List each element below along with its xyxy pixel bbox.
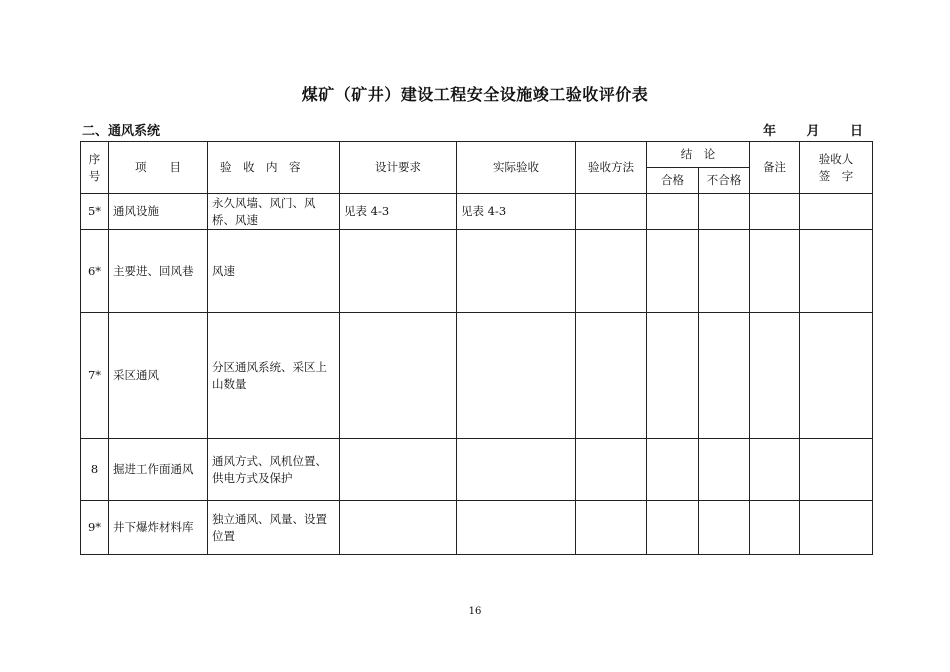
row-method[interactable]	[576, 230, 647, 313]
header-conclusion: 结 论	[647, 142, 750, 168]
row-content: 分区通风系统、采区上山数量	[208, 313, 340, 439]
page-number: 16	[468, 606, 482, 617]
table-row	[81, 230, 873, 313]
table-row	[81, 194, 873, 230]
row-actual[interactable]	[457, 313, 576, 439]
row-actual[interactable]	[457, 501, 576, 555]
row-method[interactable]	[576, 194, 647, 230]
header-fail: 不合格	[699, 168, 750, 194]
header-method: 验收方法	[576, 142, 647, 194]
row-design[interactable]: 见表 4-3	[340, 194, 457, 230]
row-signer[interactable]	[800, 313, 873, 439]
row-item: 井下爆炸材料库	[109, 501, 208, 555]
row-fail[interactable]	[699, 439, 750, 501]
row-remark[interactable]	[750, 439, 800, 501]
table-row	[81, 313, 873, 439]
row-content: 独立通风、风量、设置位置	[208, 501, 340, 555]
row-fail[interactable]	[699, 194, 750, 230]
header-signer-line2: 签 字	[818, 168, 854, 183]
acceptance-table	[80, 141, 873, 555]
table-body	[81, 194, 873, 555]
row-fail[interactable]	[699, 230, 750, 313]
row-remark[interactable]	[750, 313, 800, 439]
row-method[interactable]	[576, 501, 647, 555]
header-seq-line1: 序	[88, 151, 101, 166]
page-title: 煤矿（矿井）建设工程安全设施竣工验收评价表	[301, 85, 649, 104]
row-actual[interactable]	[457, 439, 576, 501]
row-seq: 7*	[81, 313, 109, 439]
table-header	[81, 142, 873, 194]
row-remark[interactable]	[750, 230, 800, 313]
row-design[interactable]	[340, 501, 457, 555]
row-actual[interactable]: 见表 4-3	[457, 194, 576, 230]
row-content: 通风方式、风机位置、供电方式及保护	[208, 439, 340, 501]
date-line	[763, 120, 863, 139]
row-method[interactable]	[576, 313, 647, 439]
row-seq: 9*	[81, 501, 109, 555]
row-content: 永久风墙、风门、风桥、风速	[208, 194, 340, 230]
row-signer[interactable]	[800, 501, 873, 555]
section-heading: 二、通风系统	[82, 124, 161, 139]
header-signer	[800, 142, 873, 194]
row-signer[interactable]	[800, 439, 873, 501]
row-pass[interactable]	[647, 313, 699, 439]
header-seq	[81, 142, 109, 194]
header-actual: 实际验收	[457, 142, 576, 194]
row-design[interactable]	[340, 313, 457, 439]
row-method[interactable]	[576, 439, 647, 501]
row-pass[interactable]	[647, 501, 699, 555]
header-item: 项 目	[109, 142, 208, 194]
date-year-label: 年	[763, 124, 777, 139]
header-seq-line2: 号	[88, 168, 101, 183]
header-content: 验 收 内 容	[208, 142, 340, 194]
row-item: 掘进工作面通风	[109, 439, 208, 501]
header-design: 设计要求	[340, 142, 457, 194]
date-day-label: 日	[849, 124, 863, 139]
row-seq: 6*	[81, 230, 109, 313]
row-fail[interactable]	[699, 501, 750, 555]
row-pass[interactable]	[647, 194, 699, 230]
row-item: 通风设施	[109, 194, 208, 230]
row-pass[interactable]	[647, 439, 699, 501]
row-signer[interactable]	[800, 194, 873, 230]
row-design[interactable]	[340, 230, 457, 313]
row-content: 风速	[208, 230, 340, 313]
row-design[interactable]	[340, 439, 457, 501]
header-remark: 备注	[750, 142, 800, 194]
row-actual[interactable]	[457, 230, 576, 313]
row-seq: 8	[81, 439, 109, 501]
row-remark[interactable]	[750, 501, 800, 555]
header-signer-line1: 验收人	[818, 151, 854, 166]
row-item: 主要进、回风巷	[109, 230, 208, 313]
row-signer[interactable]	[800, 230, 873, 313]
date-month-label: 月	[806, 124, 820, 139]
row-item: 采区通风	[109, 313, 208, 439]
row-pass[interactable]	[647, 230, 699, 313]
row-remark[interactable]	[750, 194, 800, 230]
header-pass: 合格	[647, 168, 699, 194]
row-fail[interactable]	[699, 313, 750, 439]
row-seq: 5*	[81, 194, 109, 230]
table-row	[81, 439, 873, 501]
table-row	[81, 501, 873, 555]
